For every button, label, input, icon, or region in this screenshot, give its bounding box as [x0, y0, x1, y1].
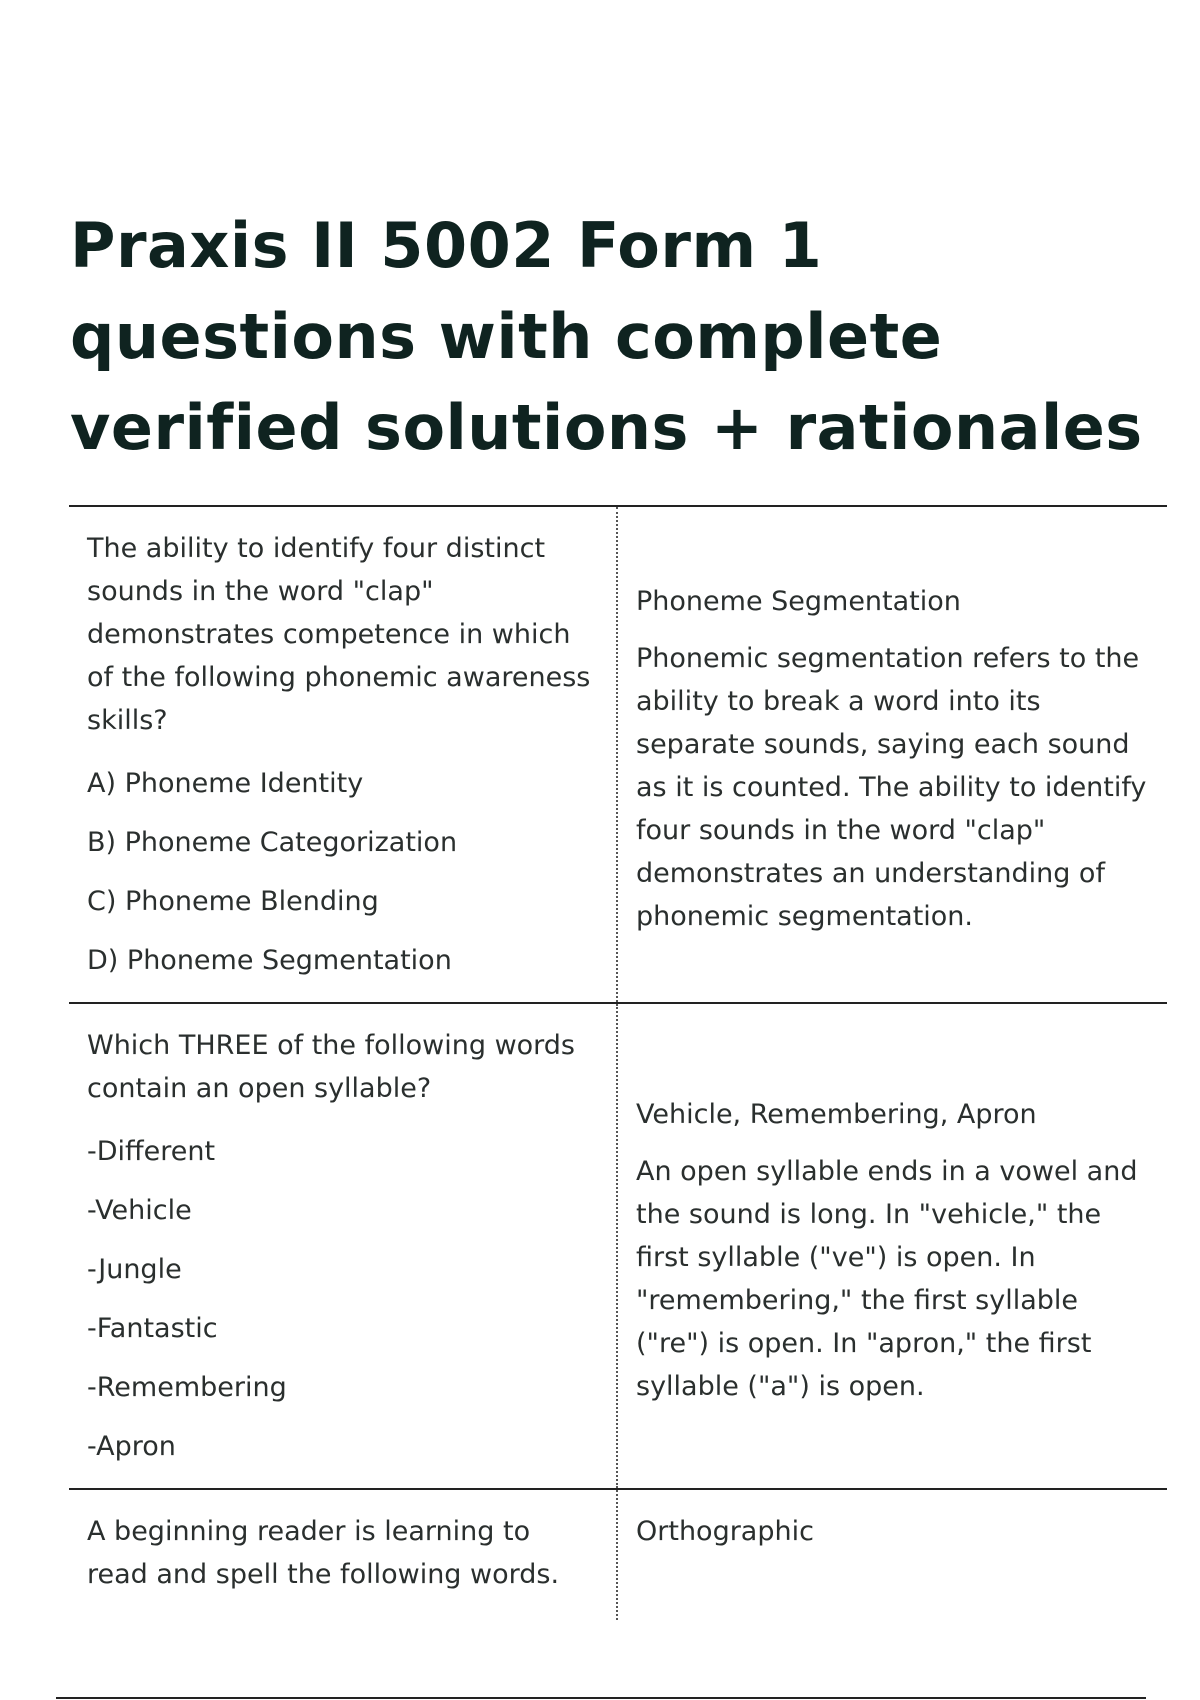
question-cell — [69, 1490, 618, 1620]
page-title: Praxis II 5002 Form 1 questions with complete verified solutions + rationales — [70, 209, 1143, 464]
answer-option: -Apron — [87, 1431, 176, 1462]
answer-option: B) Phoneme Categorization — [87, 827, 458, 858]
qa-table — [69, 505, 1167, 1620]
answer-term: Orthographic — [636, 1516, 814, 1547]
qa-row — [69, 1004, 1167, 1490]
answer-cell — [618, 507, 1167, 1002]
answer-option: -Jungle — [87, 1254, 182, 1285]
answer-option: -Different — [87, 1136, 216, 1167]
question-text: The ability to identify four distinct sounds in the word "clap" demonstrates competence in which of the following phonemic awareness skills? — [87, 533, 591, 736]
answer-term: Vehicle, Remembering, Apron — [636, 1098, 1037, 1130]
footer-divider — [56, 1697, 1146, 1699]
answer-option: -Remembering — [87, 1372, 287, 1403]
answer-cell — [618, 1004, 1167, 1488]
answer-option: A) Phoneme Identity — [87, 768, 364, 799]
question-text: Which THREE of the following words contain an open syllable? — [87, 1030, 576, 1104]
qa-row — [69, 1490, 1167, 1620]
question-text: A beginning reader is learning to read and spell the following words. — [87, 1516, 560, 1590]
answer-cell — [618, 1490, 1167, 1620]
answer-term: Phoneme Segmentation — [636, 585, 961, 617]
qa-row — [69, 507, 1167, 1004]
answer-option: -Fantastic — [87, 1313, 218, 1344]
answer-rationale: Phonemic segmentation refers to the ability to break a word into its separate sounds, saying each sound as it is counted. The ability to identify four sounds in the word "clap" demonstrates an understanding of phonemic segmentation. — [636, 642, 1147, 932]
answer-option: C) Phoneme Blending — [87, 886, 379, 917]
question-cell — [69, 507, 618, 1002]
question-cell — [69, 1004, 618, 1488]
answer-option: D) Phoneme Segmentation — [87, 945, 452, 976]
answer-rationale: An open syllable ends in a vowel and the sound is long. In "vehicle," the first syllable ("ve") is open. In "remembering," the first syllable ("re") is open. In "apron," the first syllable ("a") is open. — [636, 1155, 1138, 1402]
answer-option: -Vehicle — [87, 1195, 192, 1226]
